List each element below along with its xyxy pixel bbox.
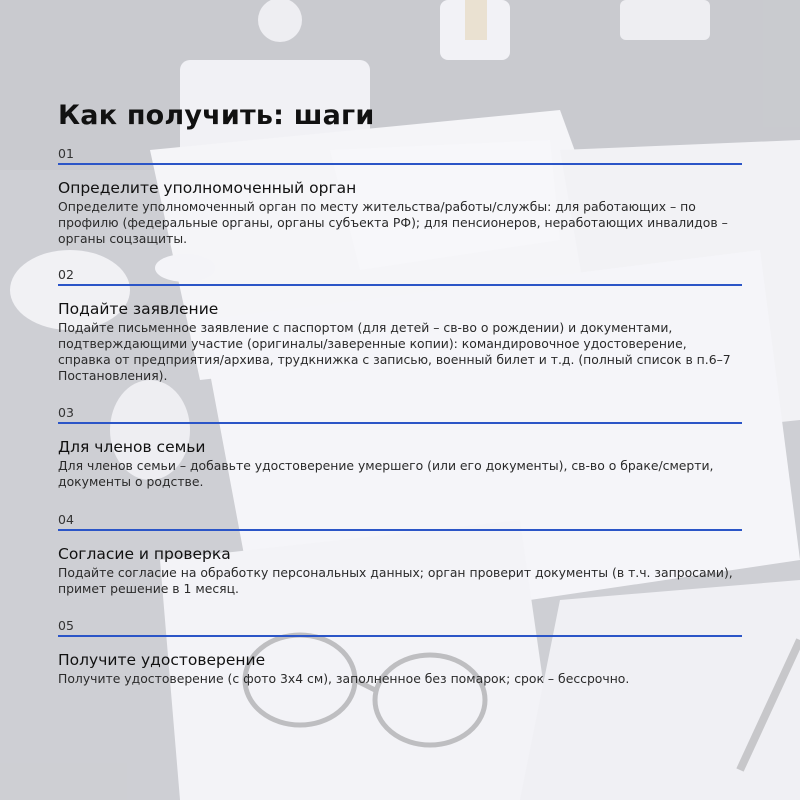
step-divider — [58, 163, 742, 165]
page-title: Как получить: шаги — [58, 100, 375, 131]
step-description: Подайте согласие на обработку персональных данных; орган проверит документы (в т.ч. запросами), примет решение в 1 месяц. — [58, 565, 733, 596]
step-description: Для членов семьи – добавьте удостоверение умершего (или его документы), св-во о браке/смерти, документы о родстве. — [58, 458, 714, 489]
step-4 — [58, 513, 742, 597]
step-number: 01 — [58, 146, 74, 161]
step-heading: Определите уполномоченный орган — [58, 179, 357, 197]
step-divider — [58, 635, 742, 637]
step-description: Получите удостоверение (с фото 3х4 см), заполненное без помарок; срок – бессрочно. — [58, 671, 630, 686]
step-1 — [58, 147, 742, 247]
step-description: Определите уполномоченный орган по месту жительства/работы/службы: для работающих – по профилю (федеральные органы, органы субъекта РФ); для пенсионеров, неработающих инвалидов – органы соцзащиты. — [58, 199, 728, 246]
step-number: 05 — [58, 618, 74, 633]
step-number: 02 — [58, 267, 74, 282]
step-divider — [58, 284, 742, 286]
step-3 — [58, 406, 742, 490]
step-description: Подайте письменное заявление с паспортом (для детей – св-во о рождении) и документами, подтверждающими участие (оригиналы/заверенные копии): командировочное удостоверение, справка от предприятия/архива, трудкнижка с записью, военный билет и т.д. (полный список в п.6–7 Постановления). — [58, 320, 731, 383]
step-heading: Согласие и проверка — [58, 545, 231, 563]
step-number: 03 — [58, 405, 74, 420]
step-divider — [58, 529, 742, 531]
step-number: 04 — [58, 512, 74, 527]
step-divider — [58, 422, 742, 424]
step-heading: Подайте заявление — [58, 300, 219, 318]
step-heading: Для членов семьи — [58, 438, 206, 456]
step-5 — [58, 619, 742, 687]
step-heading: Получите удостоверение — [58, 651, 266, 669]
step-2 — [58, 268, 742, 384]
